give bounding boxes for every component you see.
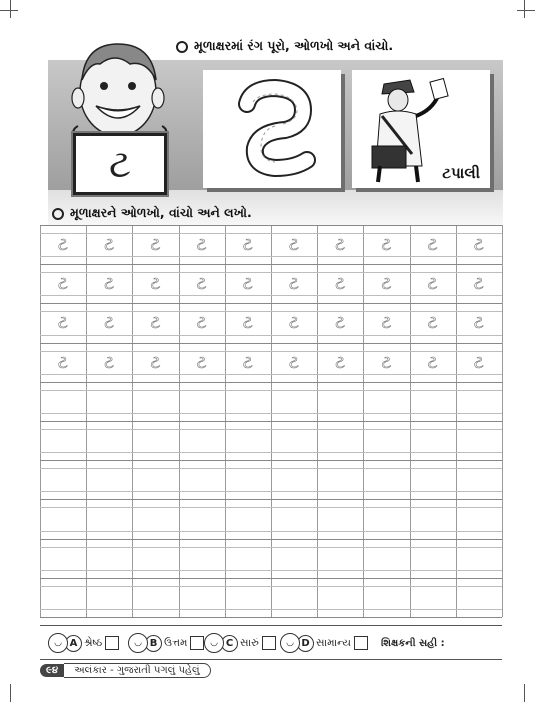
grid-row-line [40, 335, 502, 336]
grid-row-line [40, 539, 502, 540]
trace-letter[interactable]: ટ [242, 313, 253, 334]
postman-card [352, 70, 490, 188]
trace-letter[interactable]: ટ [473, 352, 484, 373]
trace-letter[interactable]: ટ [58, 274, 68, 295]
grid-row-line [40, 531, 502, 532]
trace-letter[interactable]: ટ [104, 274, 115, 295]
grid-row-line [40, 617, 502, 618]
crop-mark [10, 0, 11, 18]
trace-letter[interactable]: ટ [104, 352, 115, 373]
grid-row-line [40, 295, 502, 296]
slate-letter: ટ [108, 142, 132, 186]
trace-letter[interactable]: ટ [150, 274, 161, 295]
grade-c-letter: C [221, 635, 238, 652]
book-title: અલંકાર - ગુજરાતી પગલું પહેલું [64, 663, 211, 678]
letter-slate [73, 133, 167, 195]
grade-b-checkbox[interactable] [190, 636, 204, 650]
trace-letter[interactable]: ટ [289, 274, 299, 295]
trace-letter[interactable]: ટ [335, 235, 346, 255]
grade-d[interactable] [280, 633, 368, 653]
trace-letter[interactable]: ટ [427, 235, 438, 255]
grid-row-line [40, 390, 502, 391]
trace-letter[interactable]: ટ [104, 313, 115, 334]
crop-mark [517, 10, 535, 11]
grid-row-line [40, 256, 502, 257]
trace-letter[interactable]: ટ [196, 352, 207, 373]
trace-letter[interactable]: ટ [242, 352, 253, 373]
grade-d-label: સામાન્ય [316, 636, 351, 649]
trace-letter[interactable]: ટ [335, 313, 346, 334]
grid-row-line [40, 264, 502, 265]
grid-row-line [40, 303, 502, 304]
grade-c-checkbox[interactable] [262, 636, 276, 650]
grid-row-line [40, 570, 502, 571]
crop-mark [524, 0, 525, 18]
trace-letter[interactable]: ટ [473, 313, 484, 334]
trace-letter[interactable]: ટ [289, 235, 299, 255]
grid-row-line [40, 233, 502, 234]
crop-mark [524, 684, 525, 702]
grid-row-line [40, 578, 502, 579]
grade-d-checkbox[interactable] [354, 636, 368, 650]
grid-row-line [40, 413, 502, 414]
trace-letter[interactable]: ટ [289, 352, 299, 373]
smiley-face-icon: ◡ [204, 633, 224, 653]
trace-letter[interactable]: ટ [427, 274, 438, 295]
trace-letter[interactable]: ટ [381, 352, 392, 373]
grid-row-line [40, 499, 502, 500]
grid-row-line [40, 374, 502, 375]
trace-letter[interactable]: ટ [196, 235, 207, 255]
grade-d-letter: D [297, 635, 314, 652]
trace-letter[interactable]: ટ [473, 235, 484, 255]
trace-letter[interactable]: ટ [196, 313, 207, 334]
trace-letter[interactable]: ટ [381, 274, 392, 295]
grade-b-label: ઉત્તમ [164, 636, 188, 649]
grid-row-line [40, 468, 502, 469]
trace-letter[interactable]: ટ [196, 274, 207, 295]
trace-letter[interactable]: ટ [335, 352, 346, 373]
instruction-color-read: મૂળાક્ષરમાં રંગ પૂરો, ઓળખો અને વાંચો. [176, 38, 393, 54]
grid-row-line [40, 507, 502, 508]
grid-row-line [40, 452, 502, 453]
trace-letter[interactable]: ટ [58, 235, 68, 255]
grid-row-line [40, 311, 502, 312]
smiley-face-icon: ◡ [48, 633, 68, 653]
grid-row-line [40, 351, 502, 352]
trace-letter[interactable]: ટ [473, 274, 484, 295]
trace-letter[interactable]: ટ [58, 352, 68, 373]
grade-b[interactable] [128, 633, 204, 653]
writing-grid [40, 225, 502, 617]
page-footer [40, 662, 211, 678]
trace-letter[interactable]: ટ [58, 313, 68, 334]
crop-mark [10, 684, 11, 702]
grid-row-line [40, 429, 502, 430]
grade-c[interactable] [204, 633, 276, 653]
teacher-signature-label: શિક્ષકની સહી : [381, 638, 445, 649]
grid-column-line [502, 225, 503, 617]
trace-letter[interactable]: ટ [150, 235, 161, 255]
grid-row-line [40, 272, 502, 273]
grid-row-line [40, 547, 502, 548]
trace-letter[interactable]: ટ [150, 352, 161, 373]
instruction-recognize-write: મૂળાક્ષરને ઓળખો, વાંચો અને લખો. [52, 205, 252, 221]
grid-row-line [40, 225, 502, 226]
trace-letter[interactable]: ટ [427, 352, 438, 373]
grade-a[interactable] [48, 633, 119, 653]
grade-a-label: શ્રેષ્ઠ [84, 636, 103, 649]
trace-letter[interactable]: ટ [289, 313, 299, 334]
crop-mark [0, 10, 18, 11]
grid-row-line [40, 586, 502, 587]
trace-letter[interactable]: ટ [427, 313, 438, 334]
smiley-face-icon: ◡ [128, 633, 148, 653]
trace-letter[interactable]: ટ [335, 274, 346, 295]
smiley-face-icon: ◡ [280, 633, 300, 653]
grade-c-label: સારું [240, 636, 259, 649]
grade-b-letter: B [145, 635, 162, 652]
trace-letter[interactable]: ટ [104, 235, 115, 255]
trace-letter[interactable]: ટ [381, 313, 392, 334]
picture-word: ટપાલી [442, 164, 480, 182]
grade-a-letter: A [65, 635, 82, 652]
page-number: ૯૪ [40, 664, 64, 677]
grid-row-line [40, 421, 502, 422]
grid-row-line [40, 382, 502, 383]
trace-letter[interactable]: ટ [242, 274, 253, 295]
grid-row-line [40, 491, 502, 492]
grid-row-line [40, 609, 502, 610]
outline-letter-card [203, 70, 341, 188]
outline-letter-icon [203, 70, 341, 188]
grid-row-line [40, 343, 502, 344]
circle-bullet-icon [52, 208, 64, 220]
grade-a-checkbox[interactable] [105, 636, 119, 650]
grid-row-line [40, 460, 502, 461]
trace-letter[interactable]: ટ [150, 313, 161, 334]
grade-footer [40, 625, 502, 660]
trace-letter[interactable]: ટ [381, 235, 392, 255]
trace-letter[interactable]: ટ [242, 235, 253, 255]
